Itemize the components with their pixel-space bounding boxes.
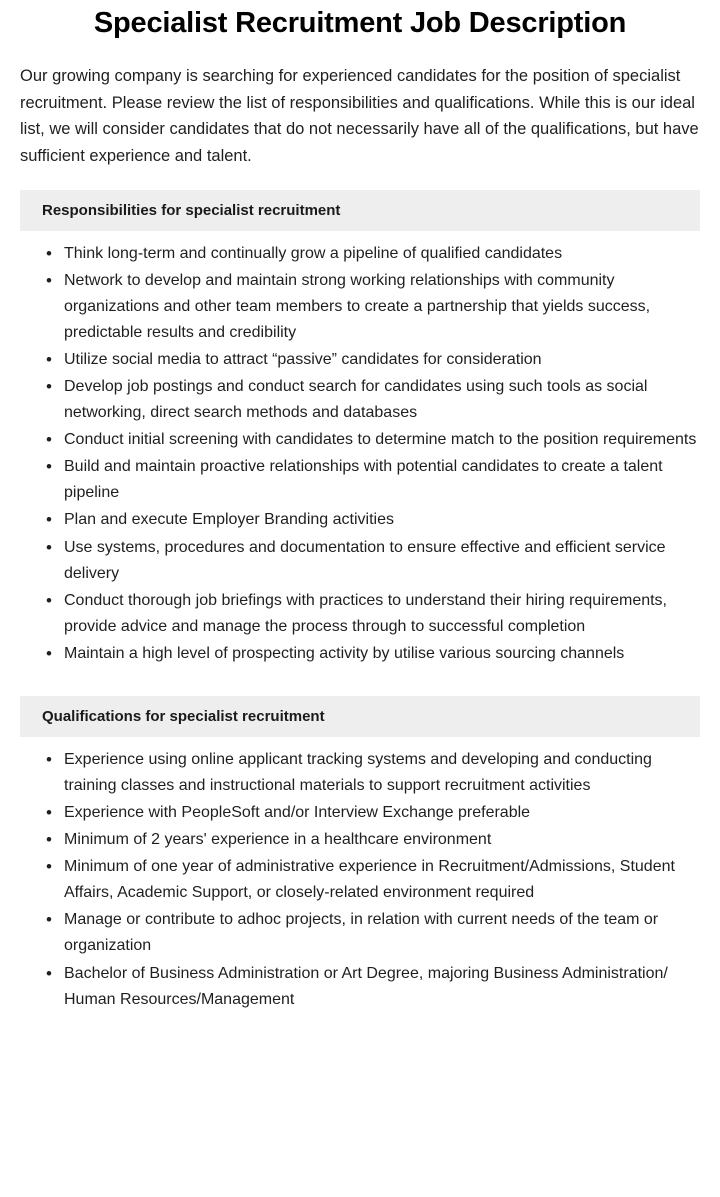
page-title: Specialist Recruitment Job Description	[93, 7, 627, 39]
responsibilities-list-wrap	[20, 241, 700, 674]
list-item: • Utilize social media to attract “passive” candidates for consideration	[40, 347, 700, 373]
bottom-spacer	[20, 1020, 700, 1044]
list-item: • Build and maintain proactive relationships with potential candidates to create a talent pipeline	[40, 454, 700, 506]
list-item: • Conduct thorough job briefings with practices to understand their hiring requirements, provide advice and manage the process through to successful completion	[40, 588, 700, 640]
qualifications-section-heading: Qualifications for specialist recruitment	[20, 696, 700, 737]
list-item: • Bachelor of Business Administration or Art Degree, majoring Business Administration/ Human Resources/Management	[40, 961, 700, 1013]
job-description-page	[0, 6, 720, 1044]
list-item: • Minimum of one year of administrative experience in Recruitment/Admissions, Student Affairs, Academic Support, or closely-related environment required	[40, 854, 700, 906]
list-item: • Conduct initial screening with candidates to determine match to the position requirements	[40, 427, 700, 453]
list-item: • Maintain a high level of prospecting activity by utilise various sourcing channels	[40, 641, 700, 667]
list-item: • Experience with PeopleSoft and/or Interview Exchange preferable	[40, 800, 700, 826]
list-item: • Use systems, procedures and documentation to ensure effective and efficient service delivery	[40, 535, 700, 587]
list-item: • Plan and execute Employer Branding activities	[40, 507, 700, 533]
list-item: • Manage or contribute to adhoc projects, in relation with current needs of the team or organization	[40, 907, 700, 959]
list-item: • Think long-term and continually grow a pipeline of qualified candidates	[40, 241, 700, 267]
list-item: • Minimum of 2 years' experience in a healthcare environment	[40, 827, 700, 853]
list-item: • Experience using online applicant tracking systems and developing and conducting training classes and instructional materials to support recruitment activities	[40, 747, 700, 799]
intro-paragraph: Our growing company is searching for experienced candidates for the position of specialist recruitment. Please review the list of responsibilities and qualifications. While this is our ideal list, we will consider candidates that do not necessarily have all of the qualifications, but have sufficient experience and talent.	[20, 66, 699, 165]
responsibilities-list	[20, 241, 700, 667]
responsibilities-section-heading: Responsibilities for specialist recruitment	[20, 190, 700, 231]
qualifications-list	[20, 747, 700, 1013]
list-item: • Develop job postings and conduct search for candidates using such tools as social networking, direct search methods and databases	[40, 374, 700, 426]
qualifications-list-wrap	[20, 747, 700, 1020]
list-item: • Network to develop and maintain strong working relationships with community organizations and other team members to create a partnership that yields success, predictable results and credibility	[40, 268, 700, 346]
